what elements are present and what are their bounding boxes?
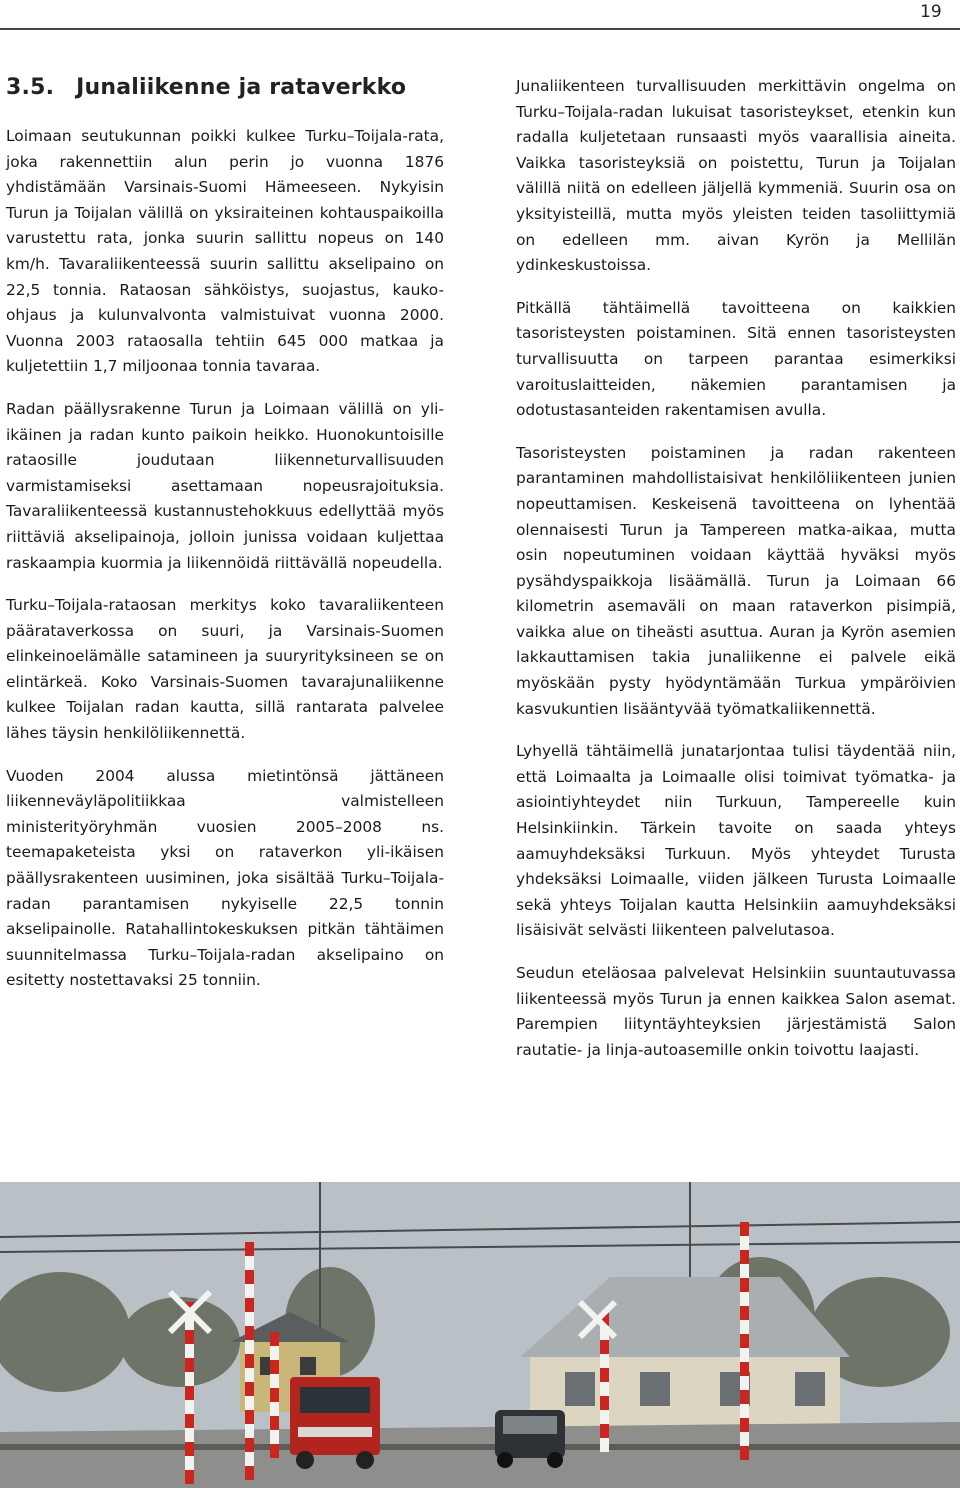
section-heading [6, 74, 444, 102]
barrier-stripe [245, 1410, 254, 1424]
barrier-stripe [245, 1340, 254, 1354]
paragraph: Lyhyellä tähtäimellä junatarjontaa tulisi täydentää niin, että Loimaalta ja Loimaalle olisi toimivat työmatka- ja asiointiyhteydet niin Turkuun, Tampereelle kuin Helsinkiinkin. Tärkein tavoite on saada yhteys aamuyhdeksäksi Turkuun. Myös yhteydet Turusta yhdeksäksi Loimaalle, viiden jälkeen Turusta Loimaalle sekä yhteys Toijalan kautta Helsinkiin aamuyhdeksäksi lisäisivät selvästi liikenteen palvelutasoa. [516, 742, 956, 940]
barrier-stripe [740, 1362, 749, 1376]
barrier-stripe [740, 1404, 749, 1418]
barrier-stripe [740, 1250, 749, 1264]
barrier-stripe [185, 1372, 194, 1386]
barrier-stripe [185, 1358, 194, 1372]
barrier-stripe [245, 1438, 254, 1452]
barrier-stripe [270, 1444, 279, 1458]
barrier-stripe [740, 1222, 749, 1236]
barrier-stripe [600, 1340, 609, 1354]
barrier-stripe [740, 1264, 749, 1278]
barrier-stripe [245, 1354, 254, 1368]
barrier-stripe [245, 1368, 254, 1382]
barrier-stripe [740, 1390, 749, 1404]
barrier-stripe [185, 1330, 194, 1344]
barrier-stripe [185, 1414, 194, 1428]
paragraph: Vuoden 2004 alussa mietintönsä jättäneen liikenneväyläpolitiikkaa valmistelleen ministerityöryhmän vuosien 2005–2008 ns. teemapaketeista yksi on rataverkon yli-ikäisen päällysrakenteen uusiminen, joka sisältää Turku–Toijala-radan parantamisen nykyiselle 22,5 tonnin akselipainolle. Ratahallintokeskuksen pitkän tähtäimen suunnitelmassa Turku–Toijala-radan akselipaino on esitetty nostettavaksi 25 tonniin. [6, 766, 444, 990]
paragraph: Turku–Toijala-rataosan merkitys koko tavaraliikenteen päärataverkossa on suuri, ja Varsinais-Suomen elinkeinoelämälle satamineen ja suuryrityksineen se on elintärkeä. Koko Varsinais-Suomen tavarajunaliikenne kulkee Toijalan radan kautta, sillä rantarata palvelee lähes täysin henkilöliikennettä. [6, 596, 444, 743]
barrier-stripe [740, 1446, 749, 1460]
section-number: 3.5. [6, 75, 55, 100]
barrier-stripe [245, 1452, 254, 1466]
barrier-stripe [600, 1424, 609, 1438]
paragraph: Radan päällysrakenne Turun ja Loimaan välillä on yli-ikäinen ja radan kunto paikoin heikko. Huonokuntoisille rataosille joudutaan liikenneturvallisuuden varmistamiseksi asettamaan nopeusrajoituksia. Tavaraliikenteessä kustannustehokkuus edellyttää myös riittäviä akselipainoja, jolloin junissa voidaan kuljettaa raskaampia kuormia ja liikennöidä riittävällä nopeudella. [6, 399, 444, 572]
road [0, 1422, 960, 1488]
barrier-stripe [740, 1278, 749, 1292]
barrier-stripe [245, 1424, 254, 1438]
barrier-stripe [600, 1438, 609, 1452]
section-title: Junaliikenne ja rataverkko [76, 75, 407, 100]
paragraph: Seudun eteläosaa palvelevat Helsinkiin suuntautuvassa liikenteessä myös Turun ja ennen kaikkea Salon asemat. Parempien liityntäyhteyksien järjestämistä Salon rautatie- ja linja-autoasemille onkin toivottu laajasti. [516, 964, 956, 1059]
barrier-stripe [740, 1348, 749, 1362]
barrier-stripe [245, 1396, 254, 1410]
paragraph: Junaliikenteen turvallisuuden merkittävin ongelma on Turku–Toijala-radan lukuisat tasoristeykset, etenkin kun radalla kuljetetaan runsaasti myös vaarallisia aineita. Vaikka tasoristeyksiä on poistettu, Turun ja Toijalan välillä niitä on edelleen jäljellä kymmeniä. Suurin osa on yksityisteillä, mutta myös yleisten teiden tasoliittymiä on edelleen mm. aivan Kyrön ja Mellilän ydinkeskustoissa. [516, 77, 956, 275]
barrier-stripe [245, 1466, 254, 1480]
paragraph: Loimaan seutukunnan poikki kulkee Turku–Toijala-rata, joka rakennettiin alun perin jo vuonna 1876 yhdistämään Varsinais-Suomi Hämeeseen. Nykyisin Turun ja Toijalan välillä on yksiraiteinen kohtauspaikoilla varustettu rata, jonka suurin sallittu nopeus on 140 km/h. Tavaraliikenteessä suurin sallittu akselipaino on 22,5 tonnia. Rataosan sähköistys, suojastus, kauko-ohjaus ja kulunvalvonta valmistuivat vuonna 2000. Vuonna 2003 rataosalla tehtiin 645 000 matkaa ja kuljetettiin 1,7 miljoonaa tonnia tavaraa. [6, 127, 444, 376]
barrier-stripe [270, 1360, 279, 1374]
barrier-stripe [740, 1334, 749, 1348]
barrier-stripe [600, 1410, 609, 1424]
barrier-stripe [270, 1346, 279, 1360]
rail-track [0, 1444, 960, 1450]
barrier-stripe [245, 1270, 254, 1284]
header-rule [0, 28, 960, 30]
barrier-stripe [245, 1298, 254, 1312]
barrier-stripe [245, 1312, 254, 1326]
barrier-stripe [740, 1292, 749, 1306]
barrier-stripe [270, 1430, 279, 1444]
level-crossing-photo [0, 1182, 960, 1488]
barrier-stripe [185, 1442, 194, 1456]
barrier-stripe [245, 1284, 254, 1298]
barrier-stripe [270, 1388, 279, 1402]
barrier-stripe [245, 1256, 254, 1270]
level-crossing-illustration [0, 1182, 960, 1488]
barrier-stripe [185, 1344, 194, 1358]
page-number: 19 [920, 2, 942, 22]
right-column [516, 74, 956, 1080]
barrier-stripe [270, 1402, 279, 1416]
barrier-stripe [600, 1382, 609, 1396]
barrier-stripe [270, 1332, 279, 1346]
paragraph: Pitkällä tähtäimellä tavoitteena on kaikkien tasoristeysten poistaminen. Sitä ennen tasoristeysten turvallisuutta on tarpeen parantaa esimerkiksi varoituslaitteiden, näkemien parantamisen ja odotustasanteiden rakentamisen avulla. [516, 298, 956, 420]
barrier-stripe [740, 1236, 749, 1250]
left-column [6, 74, 444, 1011]
barrier-stripe [740, 1432, 749, 1446]
barrier-stripe [740, 1418, 749, 1432]
barrier-stripe [600, 1396, 609, 1410]
barrier-stripe [185, 1386, 194, 1400]
barrier-stripe [270, 1416, 279, 1430]
barrier-stripe [740, 1306, 749, 1320]
barrier-stripe [245, 1242, 254, 1256]
barrier-stripe [245, 1326, 254, 1340]
barrier-stripe [185, 1470, 194, 1484]
barrier-stripe [245, 1382, 254, 1396]
barrier-stripe [740, 1320, 749, 1334]
barrier-stripe [185, 1456, 194, 1470]
barrier-stripe [185, 1428, 194, 1442]
barrier-stripe [600, 1354, 609, 1368]
barrier-stripe [600, 1368, 609, 1382]
paragraph: Tasoristeysten poistaminen ja radan rakenteen parantaminen mahdollistaisivat henkilöliikenteen junien nopeuttamisen. Keskeisenä tavoitteena on lyhentää olennaisesti Turun ja Tampereen matka-aikaa, mutta osin nopeutuminen voidaan käyttää hyväksi myös pysähdyspaikkoja lisäämällä. Turun ja Loimaan 66 kilometrin asemaväli on maan rataverkon pisimpiä, vaikka alue on tiheästi asuttua. Auran ja Kyrön asemien lakkauttamisen takia junaliikenne ei palvele eikä myöskään pysty hyödyntämään Turkua ympäröivien kasvukuntien lisääntyvää työmatkaliikennettä. [516, 443, 956, 718]
barrier-stripe [270, 1374, 279, 1388]
barrier-stripe [185, 1400, 194, 1414]
barrier-stripe [740, 1376, 749, 1390]
